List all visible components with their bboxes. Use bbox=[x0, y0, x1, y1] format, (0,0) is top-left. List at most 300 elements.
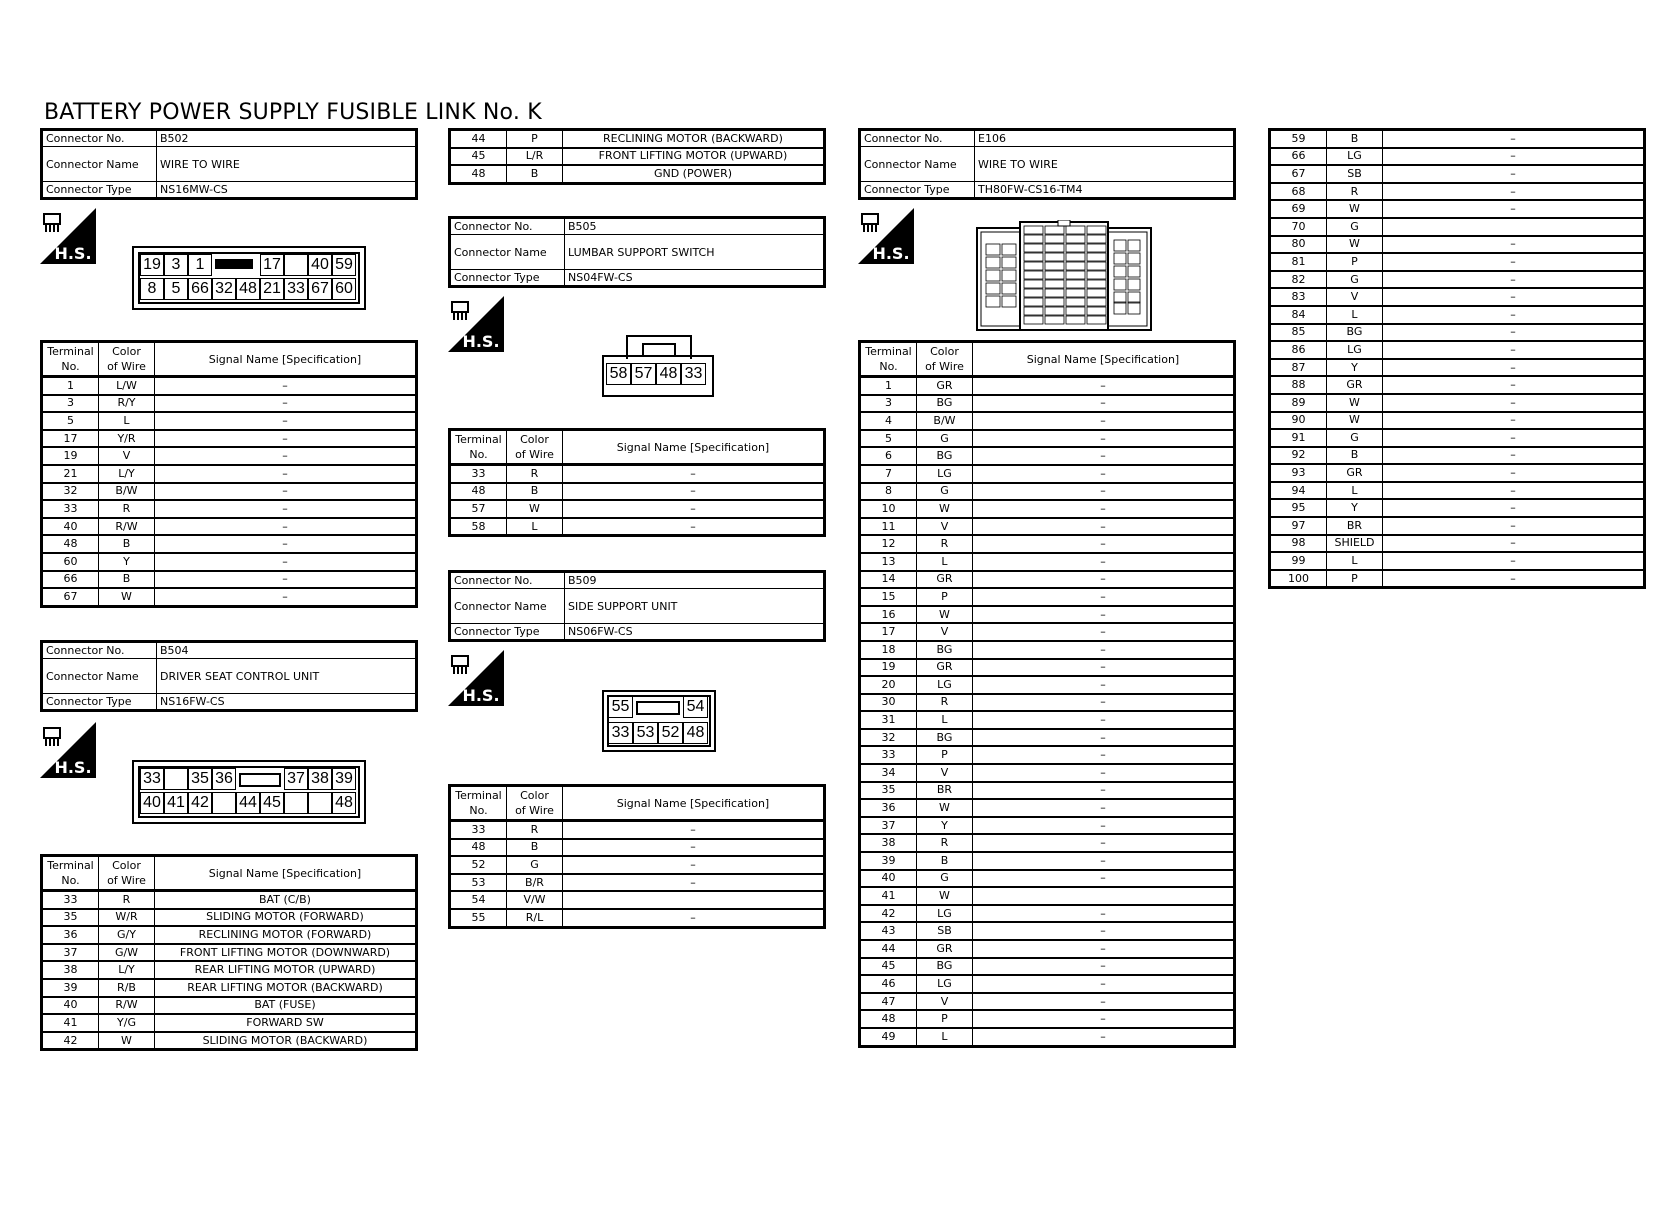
connector-face-b505 bbox=[602, 335, 714, 397]
table-row bbox=[42, 447, 417, 465]
wire-color-cell: G bbox=[1327, 218, 1383, 236]
table-row bbox=[860, 782, 1235, 800]
terminal-no-cell: 32 bbox=[42, 483, 99, 501]
table-row bbox=[42, 1032, 417, 1050]
wire-color-cell: W bbox=[1327, 412, 1383, 430]
wire-color-cell: W bbox=[1327, 236, 1383, 254]
terminal-no-cell: 67 bbox=[42, 588, 99, 606]
table-row bbox=[42, 377, 417, 395]
connector-pin: 33 bbox=[608, 722, 633, 744]
terminal-no-cell: 35 bbox=[42, 909, 99, 927]
signal-name-cell: – bbox=[155, 430, 417, 448]
wire-color-cell: L bbox=[917, 553, 973, 571]
signal-name-cell: – bbox=[563, 483, 825, 501]
connector-type-value: NS04FW-CS bbox=[565, 270, 825, 287]
wire-color-cell: W bbox=[917, 606, 973, 624]
terminal-no-cell: 33 bbox=[860, 746, 917, 764]
wire-color-cell: Y bbox=[1327, 359, 1383, 377]
signal-name-cell: RECLINING MOTOR (FORWARD) bbox=[155, 926, 417, 944]
wire-color-cell: R bbox=[99, 891, 155, 909]
table-row bbox=[450, 909, 825, 927]
color-header: Color of Wire bbox=[99, 856, 155, 891]
signal-name-cell bbox=[1383, 218, 1645, 236]
table-row bbox=[860, 870, 1235, 888]
wire-color-cell: B bbox=[507, 483, 563, 501]
table-row bbox=[860, 993, 1235, 1011]
terminal-no-cell: 48 bbox=[450, 165, 507, 183]
signal-name-cell: – bbox=[1383, 165, 1645, 183]
wire-color-cell: L bbox=[1327, 306, 1383, 324]
table-row bbox=[1270, 394, 1645, 412]
signal-name-cell: – bbox=[973, 430, 1235, 448]
signal-name-cell: – bbox=[973, 1010, 1235, 1028]
wire-color-cell: BR bbox=[1327, 517, 1383, 535]
wire-color-cell: LG bbox=[917, 465, 973, 483]
wire-color-cell: B/W bbox=[917, 412, 973, 430]
terminal-no-cell: 39 bbox=[42, 979, 99, 997]
terminal-no-cell: 68 bbox=[1270, 183, 1327, 201]
color-header: Color of Wire bbox=[99, 342, 155, 377]
signal-name-cell: – bbox=[155, 500, 417, 518]
signal-name-cell: – bbox=[1383, 253, 1645, 271]
signal-name-cell: – bbox=[1383, 148, 1645, 166]
signal-name-cell: – bbox=[155, 553, 417, 571]
table-row bbox=[860, 447, 1235, 465]
table-row bbox=[860, 553, 1235, 571]
signal-name-cell: – bbox=[563, 465, 825, 483]
wire-color-cell: B/R bbox=[507, 874, 563, 892]
wire-color-cell: BG bbox=[1327, 324, 1383, 342]
connector-pin: 33 bbox=[284, 278, 308, 300]
signal-name-cell: – bbox=[563, 874, 825, 892]
table-row bbox=[42, 997, 417, 1015]
connector-pin: 45 bbox=[260, 792, 284, 814]
wire-color-cell: R/L bbox=[507, 909, 563, 927]
terminal-no-cell: 37 bbox=[860, 817, 917, 835]
table-row bbox=[1270, 183, 1645, 201]
table-row bbox=[450, 500, 825, 518]
wire-color-cell: G bbox=[507, 856, 563, 874]
terminal-table-e106 bbox=[858, 340, 1236, 1048]
signal-name-cell: – bbox=[1383, 130, 1645, 148]
terminal-no-cell: 84 bbox=[1270, 306, 1327, 324]
signal-name-cell: – bbox=[155, 483, 417, 501]
table-row bbox=[860, 623, 1235, 641]
signal-name-cell: SLIDING MOTOR (BACKWARD) bbox=[155, 1032, 417, 1050]
terminal-no-cell: 89 bbox=[1270, 394, 1327, 412]
table-row bbox=[1270, 236, 1645, 254]
terminal-no-cell: 41 bbox=[42, 1014, 99, 1032]
wire-color-cell: GR bbox=[917, 571, 973, 589]
terminal-no-cell: 11 bbox=[860, 518, 917, 536]
table-row bbox=[1270, 200, 1645, 218]
wire-color-cell: L bbox=[99, 412, 155, 430]
wire-color-cell: B bbox=[99, 535, 155, 553]
connector-face-b509 bbox=[602, 690, 716, 752]
signal-name-cell: – bbox=[973, 500, 1235, 518]
table-row bbox=[1270, 482, 1645, 500]
terminal-no-cell: 33 bbox=[42, 891, 99, 909]
terminal-no-cell: 8 bbox=[860, 483, 917, 501]
terminal-no-cell: 95 bbox=[1270, 499, 1327, 517]
table-row bbox=[860, 958, 1235, 976]
terminal-no-cell: 4 bbox=[860, 412, 917, 430]
terminal-header: Terminal No. bbox=[42, 342, 99, 377]
signal-name-cell: – bbox=[563, 821, 825, 839]
connector-pin: 57 bbox=[631, 363, 656, 385]
signal-name-cell: – bbox=[973, 975, 1235, 993]
terminal-no-cell: 18 bbox=[860, 641, 917, 659]
table-row bbox=[450, 465, 825, 483]
signal-name-cell: – bbox=[973, 905, 1235, 923]
terminal-no-cell: 88 bbox=[1270, 376, 1327, 394]
terminal-no-cell: 54 bbox=[450, 891, 507, 909]
terminal-no-cell: 43 bbox=[860, 922, 917, 940]
signal-name-cell: – bbox=[973, 799, 1235, 817]
table-row bbox=[1270, 218, 1645, 236]
signal-name-cell: BAT (C/B) bbox=[155, 891, 417, 909]
signal-name-cell: – bbox=[155, 571, 417, 589]
terminal-no-cell: 82 bbox=[1270, 271, 1327, 289]
terminal-table-b502 bbox=[40, 340, 418, 608]
terminal-no-cell: 70 bbox=[1270, 218, 1327, 236]
connector-pin: 5 bbox=[164, 278, 188, 300]
connector-cavity bbox=[986, 296, 1000, 307]
signal-header: Signal Name [Specification] bbox=[563, 430, 825, 465]
table-row bbox=[860, 641, 1235, 659]
connector-pin: 53 bbox=[633, 722, 658, 744]
wire-color-cell: G/W bbox=[99, 944, 155, 962]
wire-color-cell: R bbox=[99, 500, 155, 518]
table-row bbox=[1270, 253, 1645, 271]
table-row bbox=[860, 940, 1235, 958]
signal-name-cell: – bbox=[155, 518, 417, 536]
signal-name-cell: – bbox=[1383, 552, 1645, 570]
terminal-no-cell: 38 bbox=[860, 834, 917, 852]
signal-name-cell: – bbox=[155, 588, 417, 606]
connector-pin bbox=[164, 768, 188, 790]
table-row bbox=[450, 483, 825, 501]
connector-face-b502 bbox=[132, 246, 366, 310]
table-row bbox=[1270, 359, 1645, 377]
connector-no-value: E106 bbox=[975, 130, 1235, 147]
signal-name-cell: – bbox=[1383, 482, 1645, 500]
signal-name-cell: – bbox=[973, 447, 1235, 465]
connector-name-label: Connector Name bbox=[860, 147, 975, 182]
connector-pin: 17 bbox=[260, 254, 284, 276]
table-row bbox=[1270, 306, 1645, 324]
signal-name-cell: SLIDING MOTOR (FORWARD) bbox=[155, 909, 417, 927]
signal-name-cell: FRONT LIFTING MOTOR (UPWARD) bbox=[563, 148, 825, 166]
connector-type-value: TH80FW-CS16-TM4 bbox=[975, 182, 1235, 199]
table-row bbox=[1270, 447, 1645, 465]
wire-color-cell: V bbox=[1327, 288, 1383, 306]
connector-pin: 48 bbox=[236, 278, 260, 300]
signal-name-cell bbox=[563, 891, 825, 909]
terminal-no-cell: 10 bbox=[860, 500, 917, 518]
connector-latch bbox=[239, 773, 281, 787]
table-row bbox=[42, 891, 417, 909]
terminal-no-cell: 17 bbox=[860, 623, 917, 641]
signal-name-cell: – bbox=[973, 518, 1235, 536]
signal-name-cell: – bbox=[973, 782, 1235, 800]
connector-pin: 60 bbox=[332, 278, 356, 300]
signal-name-cell: – bbox=[1383, 517, 1645, 535]
terminal-table-b504 bbox=[40, 854, 418, 1051]
terminal-no-cell: 33 bbox=[450, 821, 507, 839]
connector-pin bbox=[212, 792, 236, 814]
signal-name-cell: – bbox=[973, 676, 1235, 694]
terminal-no-cell: 81 bbox=[1270, 253, 1327, 271]
signal-name-cell: – bbox=[973, 395, 1235, 413]
wire-color-cell: GR bbox=[917, 659, 973, 677]
signal-name-cell: – bbox=[155, 465, 417, 483]
signal-name-cell: – bbox=[1383, 570, 1645, 588]
connector-pin: 54 bbox=[683, 696, 708, 718]
signal-name-cell: – bbox=[973, 535, 1235, 553]
connector-pin: 33 bbox=[140, 768, 164, 790]
table-row bbox=[450, 165, 825, 183]
terminal-no-cell: 7 bbox=[860, 465, 917, 483]
connector-pin: 1 bbox=[188, 254, 212, 276]
connector-name-label: Connector Name bbox=[450, 589, 565, 624]
terminal-no-cell: 66 bbox=[42, 571, 99, 589]
signal-name-cell: – bbox=[563, 518, 825, 536]
terminal-no-cell: 48 bbox=[450, 839, 507, 857]
connector-cavity bbox=[1128, 266, 1140, 277]
terminal-no-cell: 48 bbox=[450, 483, 507, 501]
table-row bbox=[450, 874, 825, 892]
connector-cavity bbox=[1128, 302, 1140, 314]
connector-header-e106 bbox=[858, 128, 1236, 200]
signal-name-cell: – bbox=[973, 606, 1235, 624]
connector-no-label: Connector No. bbox=[860, 130, 975, 147]
wire-color-cell: V bbox=[917, 623, 973, 641]
connector-no-value: B504 bbox=[157, 642, 417, 659]
wire-color-cell: W bbox=[917, 887, 973, 905]
signal-name-cell: – bbox=[973, 746, 1235, 764]
wire-color-cell: B bbox=[917, 852, 973, 870]
terminal-no-cell: 98 bbox=[1270, 535, 1327, 553]
terminal-no-cell: 52 bbox=[450, 856, 507, 874]
signal-name-cell: – bbox=[1383, 429, 1645, 447]
signal-name-cell: – bbox=[155, 395, 417, 413]
table-row bbox=[860, 571, 1235, 589]
table-row bbox=[1270, 412, 1645, 430]
color-header: Color of Wire bbox=[917, 342, 973, 377]
wire-color-cell: G bbox=[917, 430, 973, 448]
signal-name-cell: – bbox=[1383, 341, 1645, 359]
terminal-no-cell: 1 bbox=[860, 377, 917, 395]
wire-color-cell: W bbox=[1327, 200, 1383, 218]
table-row bbox=[860, 922, 1235, 940]
wire-color-cell: W bbox=[917, 799, 973, 817]
terminal-no-cell: 87 bbox=[1270, 359, 1327, 377]
table-row bbox=[450, 891, 825, 909]
terminal-no-cell: 69 bbox=[1270, 200, 1327, 218]
terminal-no-cell: 33 bbox=[42, 500, 99, 518]
table-row bbox=[1270, 570, 1645, 588]
table-row bbox=[42, 518, 417, 536]
connector-name-value: WIRE TO WIRE bbox=[975, 147, 1235, 182]
wire-color-cell: R/W bbox=[99, 518, 155, 536]
table-row bbox=[860, 395, 1235, 413]
signal-name-cell: – bbox=[563, 856, 825, 874]
harness-side-icon bbox=[858, 208, 914, 264]
connector-type-label: Connector Type bbox=[450, 624, 565, 641]
table-row bbox=[42, 465, 417, 483]
terminal-no-cell: 5 bbox=[860, 430, 917, 448]
hs-label: H.S. bbox=[462, 686, 500, 705]
signal-header: Signal Name [Specification] bbox=[155, 342, 417, 377]
connector-pin: 33 bbox=[681, 363, 706, 385]
terminal-no-cell: 30 bbox=[860, 694, 917, 712]
table-row bbox=[860, 430, 1235, 448]
signal-name-cell: RECLINING MOTOR (BACKWARD) bbox=[563, 130, 825, 148]
wire-color-cell: V/W bbox=[507, 891, 563, 909]
connector-name-value: DRIVER SEAT CONTROL UNIT bbox=[157, 659, 417, 694]
terminal-no-cell: 44 bbox=[860, 940, 917, 958]
table-row bbox=[860, 887, 1235, 905]
table-row bbox=[42, 535, 417, 553]
wire-color-cell: L bbox=[1327, 482, 1383, 500]
wire-color-cell: W bbox=[99, 588, 155, 606]
connector-cavity bbox=[1002, 244, 1016, 255]
terminal-no-cell: 3 bbox=[42, 395, 99, 413]
connector-pin bbox=[284, 792, 308, 814]
connector-type-value: NS16MW-CS bbox=[157, 182, 417, 199]
terminal-no-cell: 32 bbox=[860, 729, 917, 747]
terminal-no-cell: 83 bbox=[1270, 288, 1327, 306]
color-header: Color of Wire bbox=[507, 786, 563, 821]
connector-no-label: Connector No. bbox=[450, 218, 565, 235]
terminal-no-cell: 90 bbox=[1270, 412, 1327, 430]
table-row bbox=[1270, 341, 1645, 359]
terminal-no-cell: 48 bbox=[860, 1010, 917, 1028]
terminal-no-cell: 92 bbox=[1270, 447, 1327, 465]
signal-name-cell: – bbox=[563, 909, 825, 927]
wire-color-cell: L/Y bbox=[99, 465, 155, 483]
terminal-no-cell: 35 bbox=[860, 782, 917, 800]
signal-name-cell: FRONT LIFTING MOTOR (DOWNWARD) bbox=[155, 944, 417, 962]
connector-pin: 52 bbox=[658, 722, 683, 744]
signal-name-cell: – bbox=[973, 553, 1235, 571]
table-row bbox=[860, 518, 1235, 536]
signal-name-cell: – bbox=[563, 839, 825, 857]
signal-name-cell: – bbox=[563, 500, 825, 518]
wire-color-cell: L/W bbox=[99, 377, 155, 395]
terminal-no-cell: 15 bbox=[860, 588, 917, 606]
signal-name-cell: – bbox=[1383, 324, 1645, 342]
connector-latch bbox=[636, 701, 680, 715]
page-title: BATTERY POWER SUPPLY FUSIBLE LINK No. K bbox=[44, 100, 542, 125]
connector-pin: 19 bbox=[140, 254, 164, 276]
table-row bbox=[860, 975, 1235, 993]
connector-type-label: Connector Type bbox=[450, 270, 565, 287]
terminal-no-cell: 14 bbox=[860, 571, 917, 589]
wire-color-cell: R bbox=[507, 465, 563, 483]
signal-name-cell: – bbox=[1383, 412, 1645, 430]
signal-name-cell: – bbox=[1383, 464, 1645, 482]
connector-cavity bbox=[1114, 292, 1126, 303]
wire-color-cell: R bbox=[507, 821, 563, 839]
connector-type-label: Connector Type bbox=[42, 182, 157, 199]
connector-pin: 37 bbox=[284, 768, 308, 790]
wire-color-cell: L bbox=[507, 518, 563, 536]
terminal-header: Terminal No. bbox=[450, 430, 507, 465]
signal-name-cell: – bbox=[973, 659, 1235, 677]
table-row bbox=[42, 483, 417, 501]
table-row bbox=[1270, 130, 1645, 148]
signal-name-cell: – bbox=[1383, 271, 1645, 289]
connector-pin bbox=[308, 792, 332, 814]
signal-name-cell: – bbox=[1383, 359, 1645, 377]
table-row bbox=[42, 553, 417, 571]
terminal-no-cell: 20 bbox=[860, 676, 917, 694]
terminal-no-cell: 49 bbox=[860, 1028, 917, 1046]
wire-color-cell: L/R bbox=[507, 148, 563, 166]
wire-color-cell: BG bbox=[917, 447, 973, 465]
terminal-no-cell: 80 bbox=[1270, 236, 1327, 254]
table-row bbox=[860, 764, 1235, 782]
signal-name-cell: – bbox=[973, 588, 1235, 606]
signal-name-cell: – bbox=[1383, 499, 1645, 517]
wire-color-cell: W bbox=[507, 500, 563, 518]
table-row bbox=[42, 571, 417, 589]
signal-name-cell: – bbox=[973, 870, 1235, 888]
terminal-no-cell: 94 bbox=[1270, 482, 1327, 500]
terminal-no-cell: 45 bbox=[860, 958, 917, 976]
connector-type-label: Connector Type bbox=[42, 694, 157, 711]
signal-name-cell: FORWARD SW bbox=[155, 1014, 417, 1032]
wire-color-cell: B bbox=[507, 165, 563, 183]
wire-color-cell: G bbox=[917, 483, 973, 501]
connector-pin: 3 bbox=[164, 254, 188, 276]
harness-side-icon bbox=[448, 650, 504, 706]
terminal-no-cell: 40 bbox=[860, 870, 917, 888]
wire-color-cell: P bbox=[1327, 570, 1383, 588]
connector-cavity bbox=[1114, 253, 1126, 264]
wire-color-cell: G/Y bbox=[99, 926, 155, 944]
signal-name-cell: – bbox=[1383, 288, 1645, 306]
terminal-no-cell: 59 bbox=[1270, 130, 1327, 148]
connector-pin: 48 bbox=[656, 363, 681, 385]
terminal-no-cell: 33 bbox=[450, 465, 507, 483]
connector-cavity bbox=[1114, 240, 1126, 251]
wire-color-cell: P bbox=[507, 130, 563, 148]
table-row bbox=[1270, 499, 1645, 517]
terminal-no-cell: 85 bbox=[1270, 324, 1327, 342]
signal-name-cell: – bbox=[973, 465, 1235, 483]
terminal-no-cell: 42 bbox=[860, 905, 917, 923]
signal-name-cell: – bbox=[973, 377, 1235, 395]
terminal-no-cell: 86 bbox=[1270, 341, 1327, 359]
table-row bbox=[860, 606, 1235, 624]
wire-color-cell: GR bbox=[917, 940, 973, 958]
wire-color-cell: V bbox=[917, 518, 973, 536]
signal-name-cell: – bbox=[973, 729, 1235, 747]
connector-pin: 59 bbox=[332, 254, 356, 276]
wire-color-cell: P bbox=[917, 746, 973, 764]
table-row bbox=[450, 821, 825, 839]
connector-pin: 8 bbox=[140, 278, 164, 300]
wire-color-cell: LG bbox=[917, 975, 973, 993]
signal-name-cell: – bbox=[973, 852, 1235, 870]
table-row bbox=[860, 500, 1235, 518]
signal-name-cell: – bbox=[973, 483, 1235, 501]
hs-label: H.S. bbox=[54, 244, 92, 263]
terminal-no-cell: 66 bbox=[1270, 148, 1327, 166]
